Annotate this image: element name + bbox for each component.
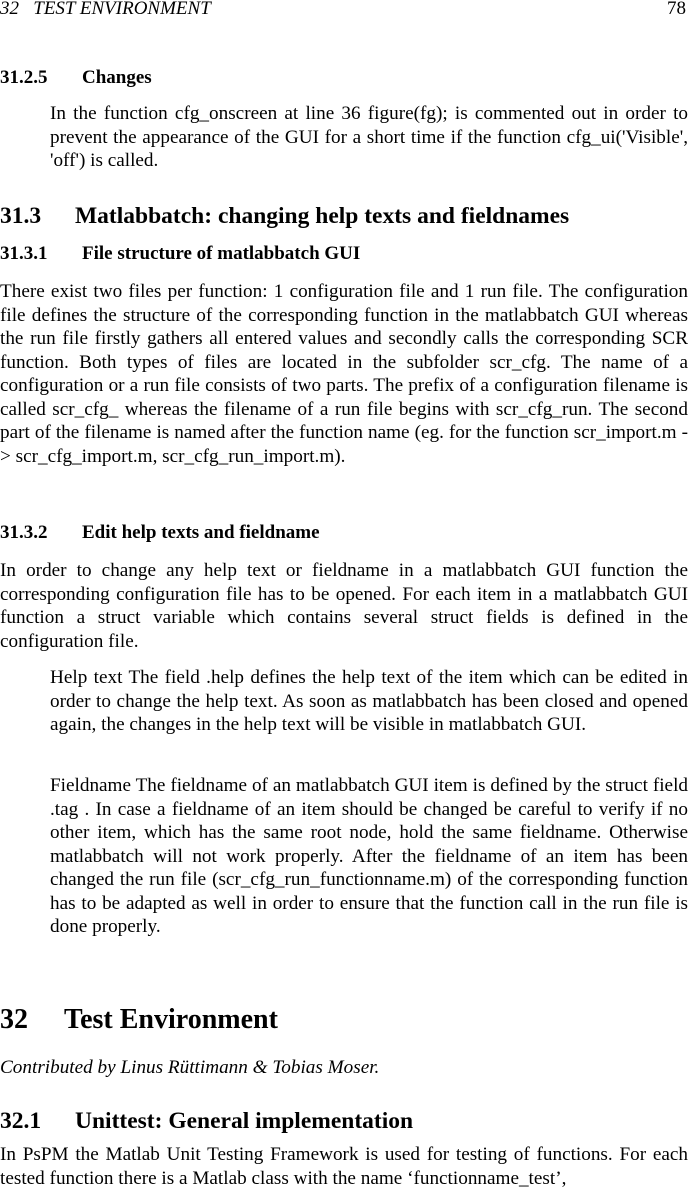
file-structure-paragraph: There exist two files per function: 1 configuration file and 1 run file. The configuration file defines the structure of the corresponding function in the matlabbatch GUI whereas the run file firstly gathers all entered values and secondly calls the corresponding SCR function. Both types of files are located in the subfolder scr_cfg. The name of a configuration or a run file consists of two parts. The prefix of a configuration filename is called scr_cfg_ whereas the filename of a run file begins with scr_cfg_run. The second part of the filename is named after the function name (eg. for the function scr_import.m -> scr_cfg_import.m, scr_cfg_run_import.m). (0, 281, 688, 467)
heading-31-3-2 (0, 521, 688, 545)
heading-number: 32.1 (0, 1108, 42, 1134)
heading-title: File structure of matlabbatch GUI (82, 243, 361, 264)
changes-paragraph: In the function cfg_onscreen at line 36 figure(fg); is commented out in order to prevent the appearance of the GUI for a short time if the function cfg_ui('Visible', 'off') is called. (50, 103, 688, 171)
heading-31-3-1 (0, 242, 688, 266)
fieldname-item: Fieldname The fieldname of an matlabbatch GUI item is defined by the struct field .tag . In case a fieldname of an item should be changed be careful to verify if no other item, which has the same root node, hold the same fieldname. Otherwise matlabbatch will not work properly. After the fieldname of an item has been changed the run file (scr_cfg_run_functionname.m) of the corresponding function has to be adapted as well in order to ensure that the function call in the run file is done properly. (50, 775, 688, 937)
chapter-32-heading (0, 1003, 688, 1037)
heading-title: Changes (82, 67, 152, 88)
heading-number: 31.3 (0, 203, 42, 229)
heading-number: 31.3.1 (0, 243, 48, 264)
heading-title: Edit help texts and fieldname (82, 522, 320, 543)
heading-title: Unittest: General implementation (75, 1108, 414, 1134)
heading-32-1 (0, 1107, 688, 1135)
unittest-paragraph: In PsPM the Matlab Unit Testing Framework is used for testing of functions. For each tested function there is a Matlab class with the name ‘functionname_test’, (0, 1144, 688, 1189)
help-text-item: Help text The field .help defines the help text of the item which can be edited in order to change the help text. As soon as matlabbatch has been closed and opened again, the changes in the help text will be visible in matlabbatch GUI. (50, 667, 688, 735)
page-number: 78 (667, 0, 686, 19)
heading-31-2-5 (0, 66, 688, 90)
heading-title: Matlabbatch: changing help texts and fieldnames (75, 203, 570, 229)
running-head-chapter: 32 TEST ENVIRONMENT (0, 0, 211, 19)
edit-help-paragraph: In order to change any help text or fieldname in a matlabbatch GUI function the corresponding configuration file has to be opened. For each item in a matlabbatch GUI function a struct variable which contains several struct fields is defined in the configuration file. (0, 560, 688, 652)
chapter-title: Test Environment (64, 1004, 278, 1035)
chapter-credit: Contributed by Linus Rüttimann & Tobias Moser. (0, 1057, 380, 1078)
heading-31-3 (0, 202, 688, 230)
chapter-number: 32 (0, 1004, 28, 1035)
heading-number: 31.2.5 (0, 67, 48, 88)
heading-number: 31.3.2 (0, 522, 48, 543)
running-head (0, 0, 688, 21)
